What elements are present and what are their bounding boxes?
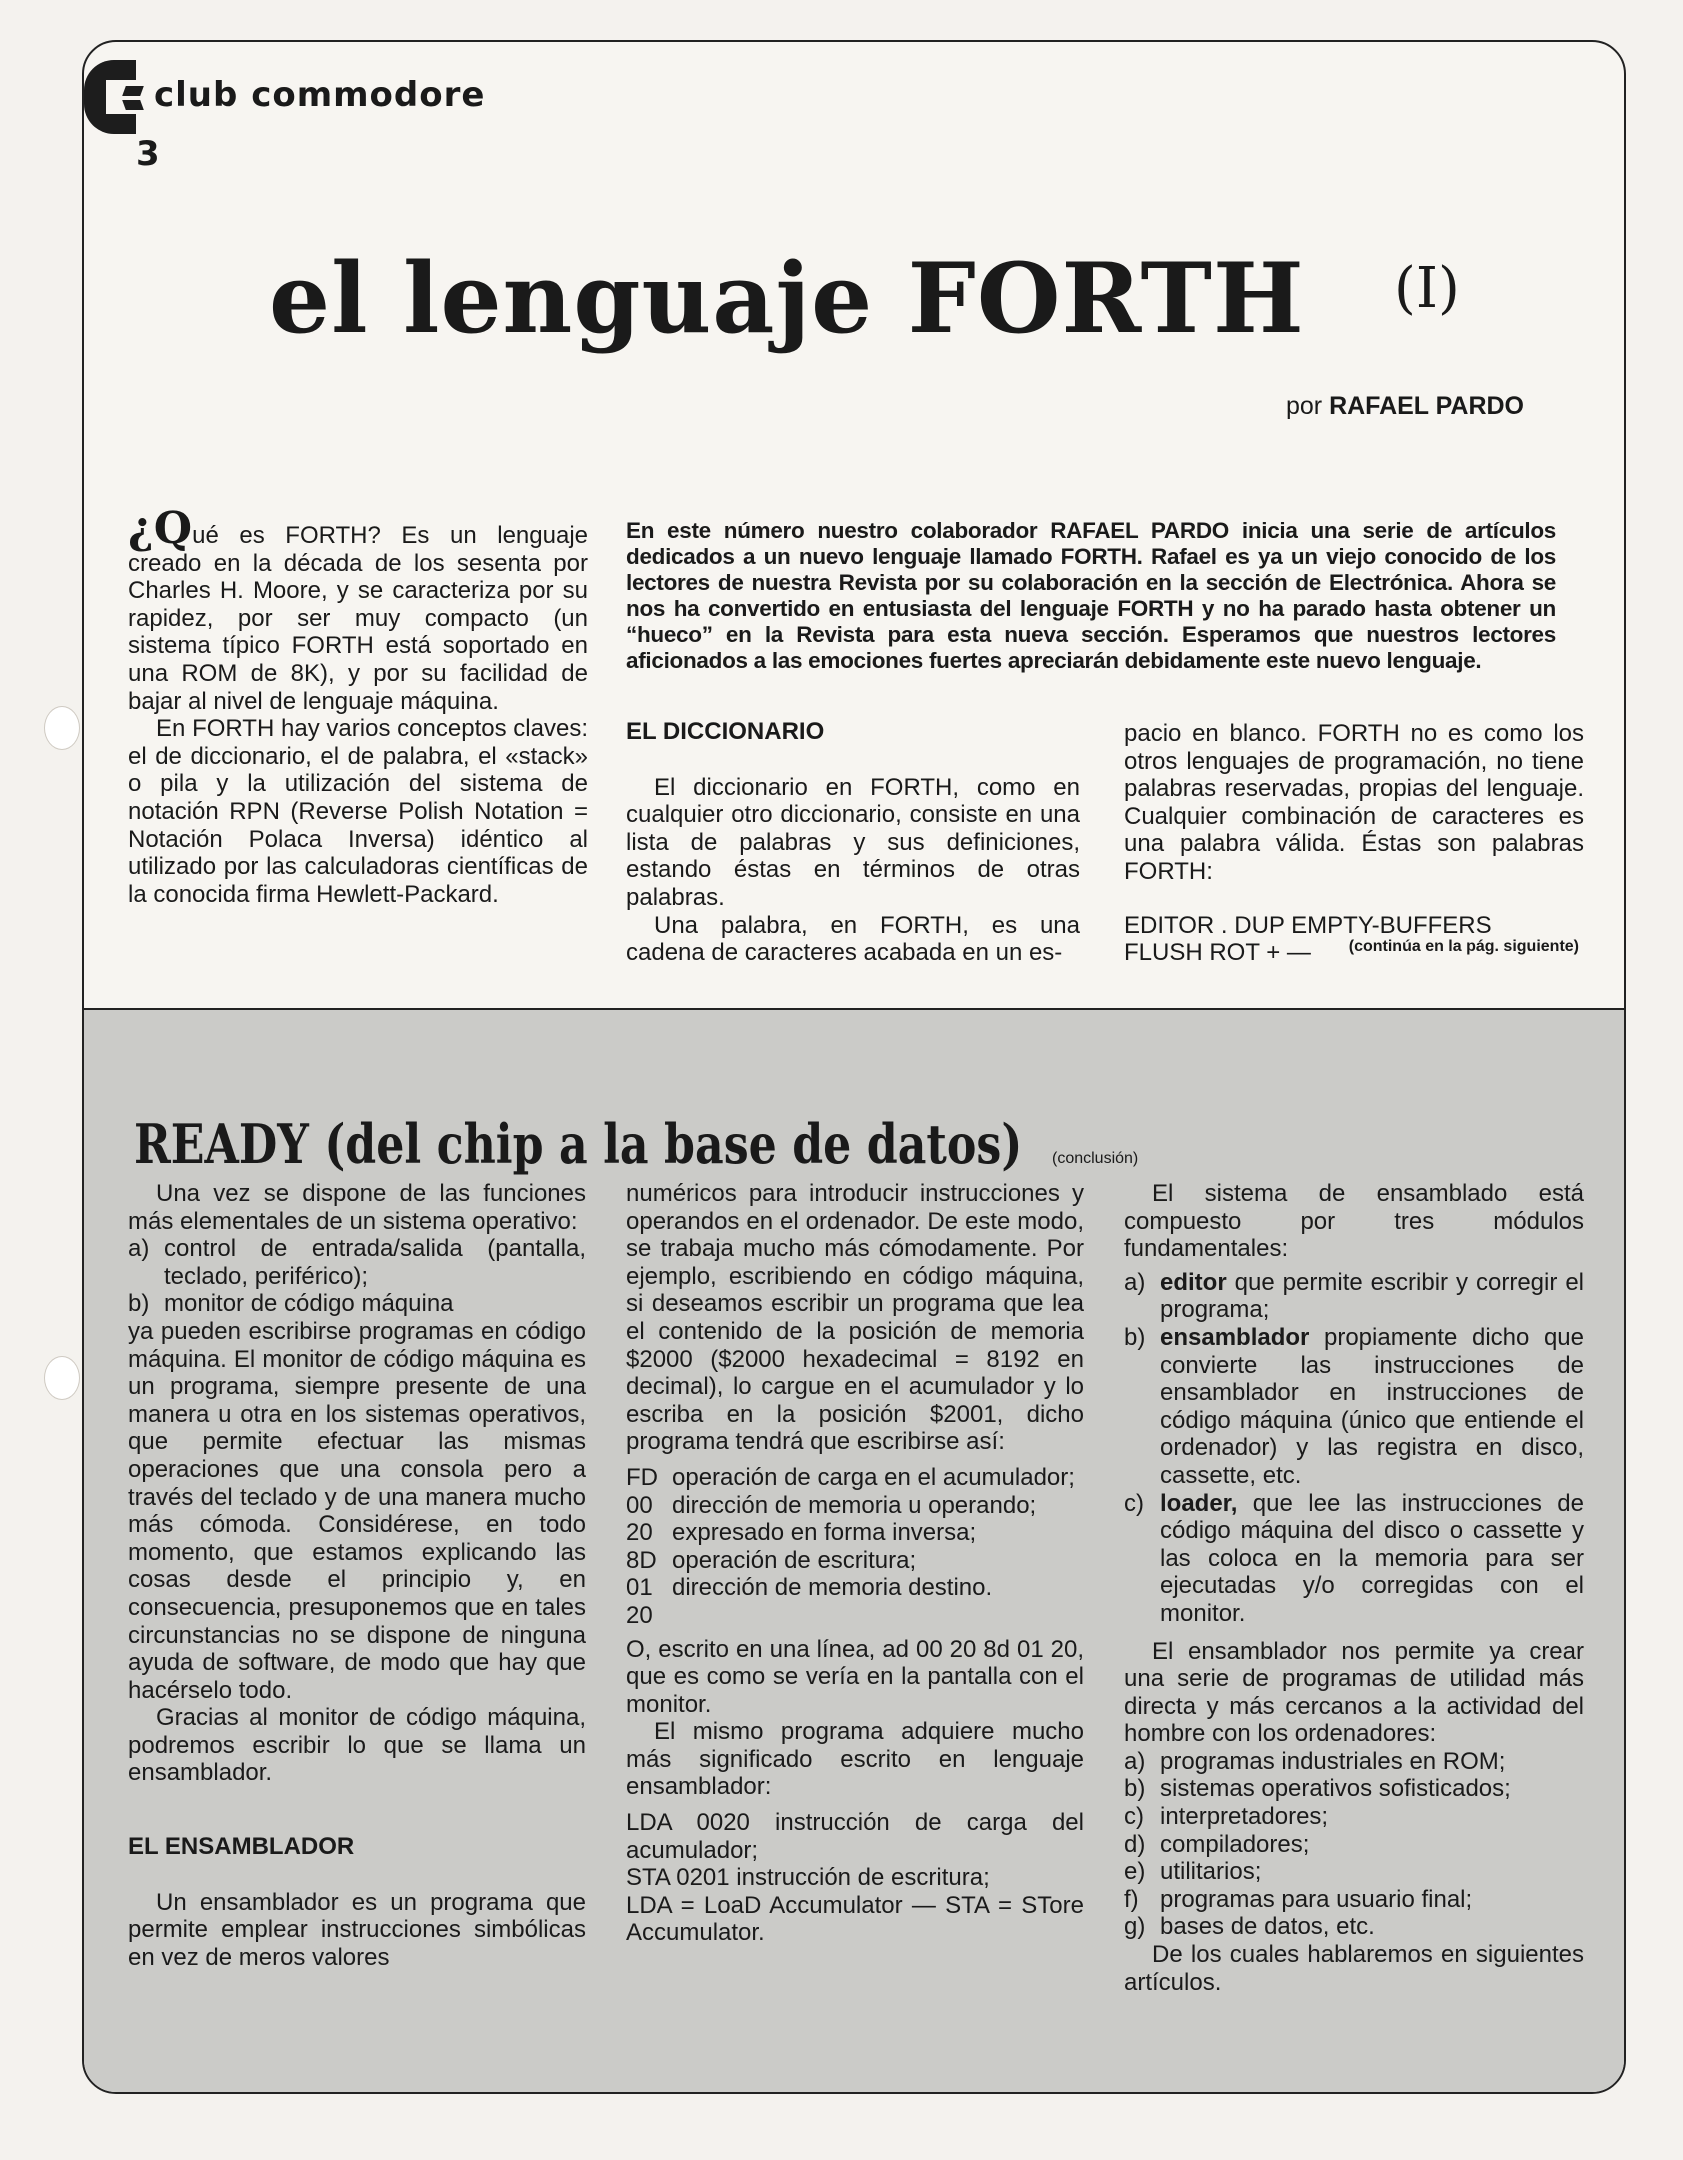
byline bbox=[1286, 392, 1524, 421]
ready-col1-paragraph-3: Gracias al monitor de código máquina, podremos escribir lo que se llama un ensamblador. bbox=[128, 1704, 586, 1787]
col1-paragraph-1: ué es FORTH? Es un lenguaje creado en la década de los sesenta por Charles H. Moore, y se caracteriza por su rapidez, por ser muy compacto (un sistema típico FORTH está soportado en una ROM de 8K), y por su facilidad de bajar al nivel de lenguaje máquina. bbox=[128, 522, 588, 715]
forth-column-3 bbox=[1124, 720, 1584, 967]
ready-subtitle: (conclusión) bbox=[1052, 1150, 1139, 1167]
ready-column-3 bbox=[1124, 1180, 1584, 1996]
list-item: b) ensamblador propiamente dicho que convierte las instrucciones de ensamblador en instrucciones de código máquina (único que entiende el ordenador) y las registra en disco, cassette, etc. bbox=[1124, 1323, 1584, 1489]
ready-col3-paragraph-2: El ensamblador nos permite ya crear una serie de programas de utilidad más directa y más cercanos a la actividad del hombre con los ordenadores: bbox=[1124, 1637, 1584, 1748]
list-item: g) bases de datos, etc. bbox=[1124, 1913, 1375, 1941]
ready-col1-paragraph-1: Una vez se dispone de las funciones más elementales de un sistema operativo: bbox=[128, 1180, 586, 1235]
ready-column-2 bbox=[626, 1180, 1084, 1947]
article-title: el lenguaje FORTH bbox=[269, 242, 1305, 355]
asm-line-1: LDA 0020 instrucción de carga del acumulador; bbox=[626, 1809, 1084, 1864]
brand-header bbox=[84, 60, 485, 138]
col2-paragraph-2: Una palabra, en FORTH, es una cadena de caracteres acabada en un es- bbox=[626, 911, 1080, 967]
forth-column-1 bbox=[128, 503, 588, 908]
list-item: c) loader, que lee las instrucciones de código máquina del disco o cassette y las coloca en la memoria para ser ejecutadas y/o corregidas con el monitor. bbox=[1124, 1489, 1584, 1627]
list-item: f) programas para usuario final; bbox=[1124, 1885, 1473, 1913]
list-item: b) sistemas operativos sofisticados; bbox=[1124, 1775, 1511, 1803]
list-item: c) interpretadores; bbox=[1124, 1803, 1329, 1831]
list-item: b) monitor de código máquina bbox=[128, 1290, 454, 1318]
forth-words-line-1: EDITOR . DUP EMPTY-BUFFERS bbox=[1124, 911, 1492, 939]
list-item: a) editor que permite escribir y corregir el programa; bbox=[1124, 1268, 1584, 1324]
list-item: a) programas industriales en ROM; bbox=[1124, 1747, 1506, 1775]
forth-words-line-2: FLUSH ROT + — bbox=[1124, 939, 1311, 967]
code-line: 01 dirección de memoria destino. bbox=[626, 1574, 993, 1602]
author-name: RAFAEL PARDO bbox=[1329, 392, 1524, 420]
magazine-page bbox=[82, 40, 1626, 2094]
program-types-list bbox=[1124, 1748, 1584, 1941]
byline-prefix: por bbox=[1285, 392, 1323, 420]
ready-title: READY (del chip a la base de datos) bbox=[134, 1112, 1023, 1176]
forth-column-2 bbox=[626, 718, 1080, 967]
assembler-modules-list bbox=[1124, 1269, 1584, 1628]
list-item: a) control de entrada/salida (pantalla, teclado, periférico); bbox=[128, 1235, 586, 1290]
list-item: d) compiladores; bbox=[1124, 1830, 1310, 1858]
continued-note: (continúa en la pág. siguiente) bbox=[1348, 938, 1579, 955]
punch-hole-top bbox=[44, 706, 80, 750]
ready-col1-paragraph-2: ya pueden escribirse programas en código máquina. El monitor de código máquina es un programa, siempre presente de una manera u otra en los sistemas operativos, que permite efectuar las mismas operaciones que una consola pero a través del teclado y de una manera mucho más cómoda. Considérese, en todo momento, que estamos explicando las cosas desde el principio y, en consecuencia, presuponemos que en tales circunstancias no se dispone de ninguna ayuda de software, de modo que hay que hacérselo todo. bbox=[128, 1317, 586, 1704]
ready-col2-paragraph-2: O, escrito en una línea, ad 00 20 8d 01 20, que es como se vería en la pantalla con el monitor. bbox=[626, 1635, 1084, 1718]
article-part: (I) bbox=[1394, 256, 1460, 321]
list-item: e) utilitarios; bbox=[1124, 1858, 1262, 1886]
code-line: 00 dirección de memoria u operando; bbox=[626, 1491, 1037, 1519]
col2-paragraph-1: El diccionario en FORTH, como en cualquier otro diccionario, consiste en una lista de palabras y sus definiciones, estando éstas en términos de otras palabras. bbox=[626, 773, 1080, 911]
asm-line-3: LDA = LoaD Accumulator — STA = STore Accumulator. bbox=[626, 1891, 1084, 1947]
ready-col2-paragraph-3: El mismo programa adquiere mucho más significado escrito en lenguaje ensamblador: bbox=[626, 1718, 1084, 1801]
ready-col2-paragraph-1: numéricos para introducir instrucciones y operandos en el ordenador. De este modo, se trabaja mucho más cómodamente. Por ejemplo, escribiendo en código máquina, si deseamos escribir un programa que lea el contenido de la posición de memoria $2000 ($2000 hexadecimal = 8192 en decimal), lo cargue en el acumulador y lo escriba en la posición $2001, dicho programa tendrá que escribirse así: bbox=[626, 1180, 1084, 1456]
commodore-logo-icon bbox=[84, 60, 144, 138]
punch-hole-bottom bbox=[44, 1356, 80, 1400]
machine-code-listing bbox=[626, 1464, 1084, 1630]
col3-paragraph-1: pacio en blanco. FORTH no es como los otros lenguajes de programación, no tiene palabras reservadas, propias del lenguaje. Cualquier combinación de caracteres es una palabra válida. Éstas son palabras FORTH: bbox=[1124, 720, 1584, 885]
ensamblador-heading: EL ENSAMBLADOR bbox=[128, 1833, 355, 1861]
col1-paragraph-2: En FORTH hay varios conceptos claves: el de diccionario, el de palabra, el «stack» o pila y la utilización del sistema de notación RPN (Reverse Polish Notation = Notación Polaca Inversa) idéntico al utilizado por las calculadoras científicas de la conocida firma Hewlett-Packard. bbox=[128, 715, 588, 908]
ready-col3-paragraph-1: El sistema de ensamblado está compuesto por tres módulos fundamentales: bbox=[1124, 1180, 1584, 1263]
code-line: 8D operación de escritura; bbox=[626, 1546, 917, 1574]
ready-col1-paragraph-4: Un ensamblador es un programa que permite emplear instrucciones simbólicas en vez de meros valores bbox=[128, 1888, 586, 1971]
os-function-list bbox=[128, 1235, 586, 1318]
code-line: FD operación de carga en el acumulador; bbox=[626, 1463, 1075, 1491]
drop-cap: ¿Q bbox=[128, 503, 193, 554]
article-intro: En este número nuestro colaborador RAFAEL PARDO inicia una serie de artículos dedicados a un nuevo lenguaje llamado FORTH. Rafael es ya un viejo conocido de los lectores de nuestra Revista por su colaboración en la sección de Electrónica. Ahora se nos ha convertido en entusiasta del lenguaje FORTH y no ha parado hasta obtener un “hueco” en la Revista para esta nueva sección. Esperamos que nuestros lectores aficionados a las emociones fuertes apreciarán debidamente este nuevo lenguaje. bbox=[626, 518, 1556, 673]
code-line: 20 bbox=[626, 1601, 653, 1629]
issue-number: 3 bbox=[136, 134, 160, 174]
ready-column-1 bbox=[128, 1180, 586, 1971]
asm-line-2: STA 0201 instrucción de escritura; bbox=[626, 1864, 990, 1892]
section-heading: EL DICCIONARIO bbox=[626, 718, 825, 745]
brand-name: club commodore bbox=[154, 75, 486, 115]
code-line: 20 expresado en forma inversa; bbox=[626, 1519, 977, 1547]
ready-col3-paragraph-3: De los cuales hablaremos en siguientes artículos. bbox=[1124, 1941, 1584, 1996]
